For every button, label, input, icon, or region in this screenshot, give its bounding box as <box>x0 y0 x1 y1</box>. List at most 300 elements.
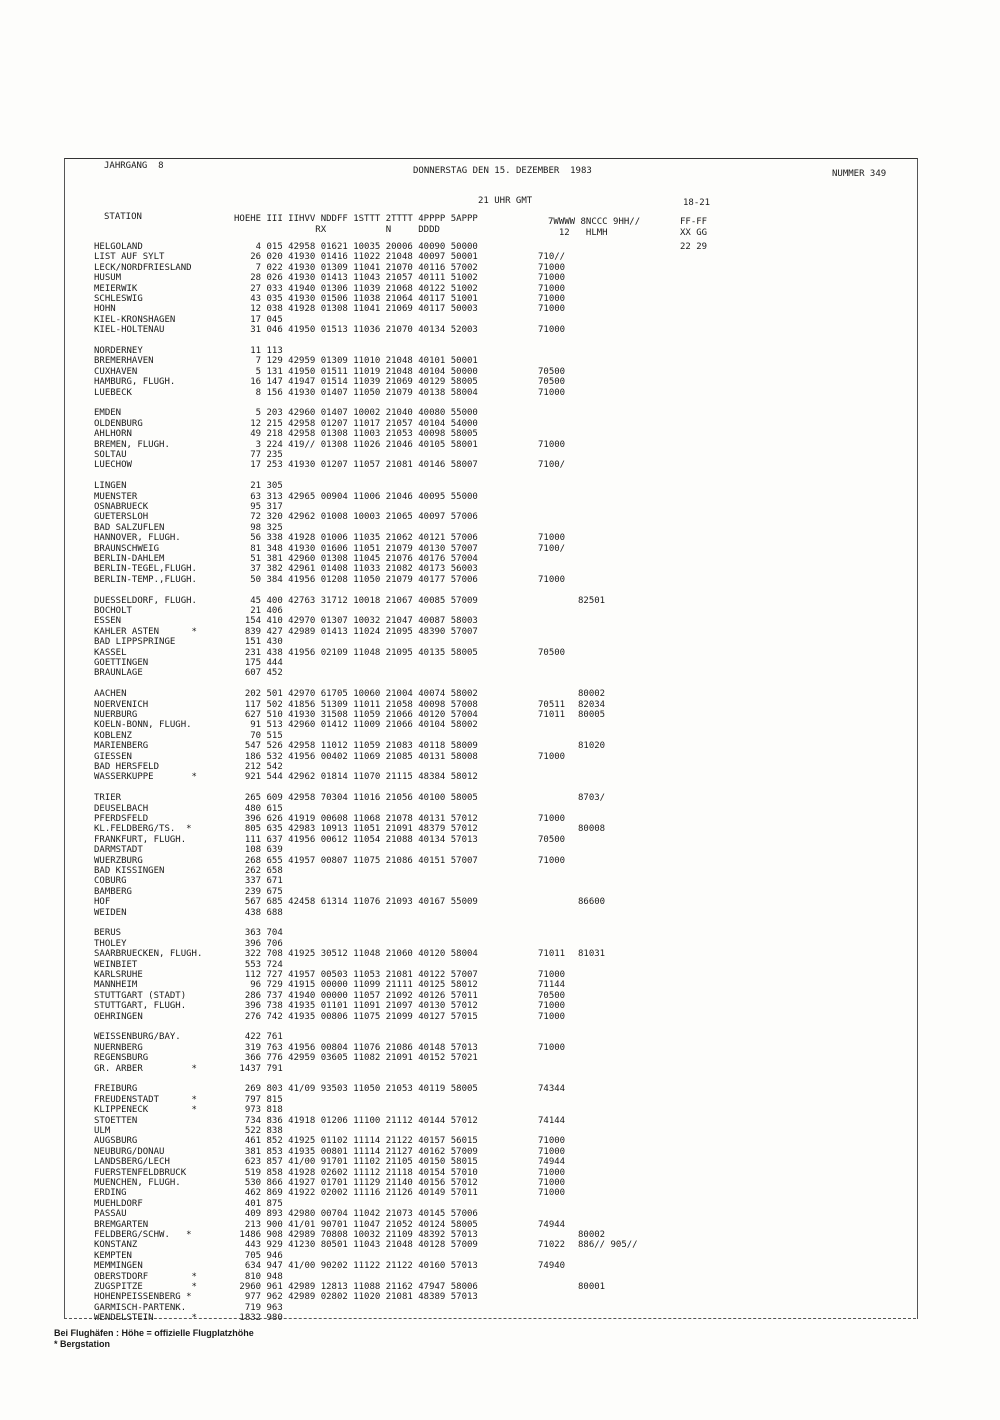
weather-group: 71000 <box>538 1167 566 1178</box>
synop-code: 95 317 <box>234 502 283 512</box>
station-name: MUEHLDORF <box>94 1198 143 1209</box>
table-row <box>0 1292 1000 1302</box>
station-name: PASSAU <box>94 1209 127 1220</box>
table-row <box>0 377 1000 387</box>
table-row <box>0 544 1000 554</box>
jahrgang-label: JAHRGANG 8 <box>104 161 164 171</box>
table-row <box>0 398 1000 408</box>
table-row <box>0 294 1000 304</box>
station-name: LIST AUF SYLT <box>94 252 165 263</box>
synop-code: 186 532 41956 00402 11069 21085 40131 58008 <box>234 751 478 762</box>
weather-group: 71000 <box>538 1146 566 1157</box>
synop-code: 50 384 41956 01208 11050 21079 40177 57006 <box>234 574 478 585</box>
station-name: DARMSTADT <box>94 845 143 856</box>
synop-code: 43 035 41930 01506 11038 21064 40117 51001 <box>234 294 478 304</box>
station-name: OSNABRUECK <box>94 502 149 512</box>
station-name: ESSEN <box>94 616 122 627</box>
synop-code: 719 963 <box>234 1302 283 1313</box>
synop-code: 522 838 <box>234 1126 283 1136</box>
weather-group: 71000 <box>538 325 566 336</box>
table-row <box>0 1313 1000 1323</box>
synop-code: 366 776 42959 03605 11082 21091 40152 57021 <box>234 1053 478 1064</box>
synop-code: 480 615 <box>234 803 283 814</box>
table-row <box>0 824 1000 834</box>
table-row <box>0 1199 1000 1209</box>
synop-code: 77 235 <box>234 450 283 460</box>
extra-group: 81031 <box>578 949 606 960</box>
station-name: NEUBURG/DONAU <box>94 1146 165 1157</box>
synop-code: 286 737 41940 00000 11057 21092 40126 57011 <box>234 990 478 1001</box>
station-name: KAHLER ASTEN * <box>94 626 197 637</box>
station-name: EMDEN <box>94 408 122 419</box>
table-row <box>0 367 1000 377</box>
weather-group: 70500 <box>538 366 566 377</box>
synop-code: 70 515 <box>234 730 283 741</box>
weather-group: 70500 <box>538 377 566 388</box>
weather-group: 71011 <box>538 949 566 960</box>
synop-code: 72 320 42962 01008 10003 21065 40097 57006 <box>234 512 478 523</box>
table-row <box>0 658 1000 668</box>
weather-header-1: 7WWWW 8NCCC 9HH// <box>548 217 641 227</box>
extra-group: 886// 905// <box>578 1240 638 1251</box>
synop-code: 396 626 41919 00608 11068 21078 40131 57012 <box>234 814 478 824</box>
table-row <box>0 700 1000 710</box>
weather-group: 71000 <box>538 533 566 544</box>
station-name: KIEL-HOLTENAU <box>94 325 165 336</box>
table-row <box>0 242 1000 252</box>
synop-code: 27 033 41940 01306 11039 21068 40122 51002 <box>234 283 478 294</box>
table-row <box>0 492 1000 502</box>
station-name: HELGOLAND <box>94 242 143 252</box>
synop-code: 810 948 <box>234 1271 283 1282</box>
extra-group: 82501 <box>578 595 606 606</box>
table-row <box>0 668 1000 678</box>
synop-code: 734 836 41918 01206 11100 21112 40144 57012 <box>234 1115 478 1126</box>
synop-code: 269 803 41/09 93503 11050 21053 40119 58005 <box>234 1084 478 1095</box>
station-name: NOERVENICH <box>94 699 149 710</box>
weather-group: 71011 <box>538 710 566 720</box>
station-name: BERLIN-DAHLEM <box>94 554 165 564</box>
table-row <box>0 1074 1000 1084</box>
weather-group: 71000 <box>538 574 566 585</box>
weather-group: 71000 <box>538 1178 566 1188</box>
extra-group: 81020 <box>578 741 606 752</box>
synop-code: 607 452 <box>234 668 283 679</box>
synop-code: 239 675 <box>234 886 283 897</box>
synop-code: 2960 961 42989 12813 11088 21162 47947 58006 <box>234 1282 478 1292</box>
table-row <box>0 388 1000 398</box>
weather-group: 74144 <box>538 1115 566 1126</box>
station-name: KL.FELDBERG/TS. * <box>94 824 192 835</box>
synop-code: 16 147 41947 01514 11039 21069 40129 58005 <box>234 377 478 388</box>
table-row <box>0 263 1000 273</box>
table-row <box>0 336 1000 346</box>
synop-code: 322 708 41925 30512 11048 21060 40120 58004 <box>234 949 478 960</box>
weather-group: 71000 <box>538 1011 566 1022</box>
station-name: LINGEN <box>94 481 127 492</box>
table-row <box>0 1168 1000 1178</box>
station-name: PFERDSFELD <box>94 814 149 824</box>
table-row <box>0 1012 1000 1022</box>
station-name: KLIPPENECK * <box>94 1105 197 1116</box>
station-name: TRIER <box>94 793 122 804</box>
station-name: KASSEL <box>94 647 127 658</box>
synop-code: 443 929 41230 80501 11043 21048 40128 57009 <box>234 1240 478 1251</box>
synop-code: 96 729 41915 00000 11099 21111 40125 58012 <box>234 980 478 991</box>
synop-code: 265 609 42958 70304 11016 21056 40100 58005 <box>234 793 478 804</box>
code-header-1: HOEHE III IIHVV NDDFF 1STTT 2TTTT 4PPPP 5APPP <box>234 214 478 224</box>
table-row <box>0 949 1000 959</box>
station-name: KOBLENZ <box>94 730 132 741</box>
synop-code: 921 544 42962 01814 11070 21115 48384 58012 <box>234 772 478 783</box>
table-row <box>0 1126 1000 1136</box>
station-name: MARIENBERG <box>94 741 149 752</box>
wind-header-1: FF-FF <box>680 217 708 227</box>
table-row <box>0 1084 1000 1094</box>
table-row <box>0 731 1000 741</box>
synop-code: 462 869 41922 02002 11116 21126 40149 57011 <box>234 1188 478 1199</box>
synop-code: 28 026 41930 01413 11043 21057 40111 51002 <box>234 273 478 284</box>
synop-code: 112 727 41957 00503 11053 21081 40122 57007 <box>234 970 478 980</box>
station-name: COBURG <box>94 876 127 887</box>
station-name: BERLIN-TEMP.,FLUGH. <box>94 574 197 585</box>
synop-code: 56 338 41928 01006 11035 21062 40121 57006 <box>234 533 478 544</box>
synop-code: 363 704 <box>234 928 283 939</box>
station-name: WASSERKUPPE * <box>94 772 197 783</box>
weather-group: 74944 <box>538 1219 566 1230</box>
synop-code: 530 866 41927 01701 11129 21140 40156 57012 <box>234 1178 478 1188</box>
table-row <box>0 1303 1000 1313</box>
station-name: GR. ARBER * <box>94 1063 197 1074</box>
synop-code: 623 857 41/00 91701 11102 21105 40150 58015 <box>234 1157 478 1168</box>
station-name: GARMISCH-PARTENK. <box>94 1302 187 1313</box>
weather-group: 71000 <box>538 283 566 294</box>
table-row <box>0 814 1000 824</box>
wind-header-2: XX GG <box>680 228 708 238</box>
extra-group: 82034 <box>578 699 606 710</box>
table-row <box>0 1053 1000 1063</box>
synop-code: 3 224 419// 01308 11026 21046 40105 58001 <box>234 439 478 450</box>
synop-code: 151 430 <box>234 637 283 648</box>
station-name: FELDBERG/SCHW. * <box>94 1230 192 1240</box>
synop-code: 5 203 42960 01407 10002 21040 40080 55000 <box>234 408 478 419</box>
weather-group: 70511 <box>538 699 566 710</box>
weather-group: 70500 <box>538 834 566 845</box>
synop-code: 401 875 <box>234 1198 283 1209</box>
synop-code: 973 818 <box>234 1105 283 1116</box>
weather-group: 71000 <box>538 387 566 398</box>
station-name: NORDERNEY <box>94 346 143 356</box>
weather-group: 71000 <box>538 262 566 273</box>
table-row <box>0 866 1000 876</box>
table-row <box>0 1001 1000 1011</box>
weather-group: 74344 <box>538 1084 566 1095</box>
station-name: BREMGARTEN <box>94 1219 149 1230</box>
synop-code: 634 947 41/00 90202 11122 21122 40160 57013 <box>234 1261 478 1272</box>
synop-code: 337 671 <box>234 876 283 887</box>
station-name: MANNHEIM <box>94 980 138 991</box>
station-name: LANDSBERG/LECH <box>94 1157 170 1168</box>
weather-group: 71000 <box>538 855 566 866</box>
station-name: AUGSBURG <box>94 1136 138 1147</box>
synop-code: 26 020 41930 01416 11022 21048 40097 50001 <box>234 252 478 263</box>
table-row <box>0 575 1000 585</box>
table-row <box>0 710 1000 720</box>
synop-code: 98 325 <box>234 522 283 533</box>
station-name: GUETERSLOH <box>94 512 149 523</box>
weather-group: 71000 <box>538 304 566 315</box>
synop-code: 117 502 41856 51309 11011 21058 40098 57008 <box>234 699 478 710</box>
station-name: OEHRINGEN <box>94 1011 143 1022</box>
station-name: DEUSELBACH <box>94 803 149 814</box>
table-row <box>0 616 1000 626</box>
table-row <box>0 1251 1000 1261</box>
station-name: WEIDEN <box>94 907 127 918</box>
synop-code: 1486 908 42989 70808 10032 21109 48392 57013 <box>234 1230 478 1240</box>
weather-group: 71000 <box>538 814 566 824</box>
table-row <box>0 1043 1000 1053</box>
weather-group: 70500 <box>538 990 566 1001</box>
code-header-2: RX N DDDD <box>234 225 440 235</box>
table-row <box>0 346 1000 356</box>
table-row <box>0 741 1000 751</box>
synop-code: 422 761 <box>234 1032 283 1043</box>
table-row <box>0 1022 1000 1032</box>
table-row <box>0 1157 1000 1167</box>
station-name: BRAUNSCHWEIG <box>94 543 160 554</box>
table-row <box>0 419 1000 429</box>
station-name: OBERSTDORF * <box>94 1271 197 1282</box>
extra-group: 80002 <box>578 689 606 700</box>
table-row <box>0 939 1000 949</box>
table-row <box>0 512 1000 522</box>
table-row <box>0 1032 1000 1042</box>
synop-code: 438 688 <box>234 907 283 918</box>
synop-code: 4 015 42958 01621 10035 20006 40090 50000 <box>234 242 478 252</box>
table-row <box>0 637 1000 647</box>
synop-code: 977 962 42989 02802 11020 21081 48389 57013 <box>234 1292 478 1303</box>
table-row <box>0 980 1000 990</box>
table-row <box>0 876 1000 886</box>
nummer-label: NUMMER 349 <box>832 169 887 179</box>
synop-code: 262 658 <box>234 866 283 876</box>
synop-code: 37 382 42961 01408 11033 21082 40173 56003 <box>234 564 478 575</box>
table-row <box>0 408 1000 418</box>
table-row <box>0 627 1000 637</box>
table-row <box>0 960 1000 970</box>
synop-code: 553 724 <box>234 959 283 970</box>
extra-group: 80005 <box>578 710 606 720</box>
station-name: KARLSRUHE <box>94 970 143 980</box>
weather-group: 74940 <box>538 1261 566 1272</box>
synop-code: 839 427 42989 01413 11024 21095 48390 57007 <box>234 626 478 637</box>
extra-group: 80008 <box>578 824 606 835</box>
table-row <box>0 554 1000 564</box>
station-name: BRAUNLAGE <box>94 668 143 679</box>
table-row <box>0 523 1000 533</box>
station-name: SCHLESWIG <box>94 294 143 304</box>
synop-code: 108 639 <box>234 845 283 856</box>
table-row <box>0 1209 1000 1219</box>
station-name: FRANKFURT, FLUGH. <box>94 834 187 845</box>
synop-code: 319 763 41956 00804 11076 21086 40148 57013 <box>234 1042 478 1053</box>
synop-code: 276 742 41935 00806 11075 21099 40127 57015 <box>234 1011 478 1022</box>
station-name: STUTTGART, FLUGH. <box>94 1001 187 1012</box>
synop-code: 12 215 42958 01207 11017 21057 40104 54000 <box>234 418 478 429</box>
weather-group: 71000 <box>538 1042 566 1053</box>
station-name: ERDING <box>94 1188 127 1199</box>
synop-code: 1437 791 <box>234 1063 283 1074</box>
synop-code: 111 637 41956 00612 11054 21088 40134 57013 <box>234 834 478 845</box>
synop-code: 154 410 42970 01307 10032 21047 40087 58003 <box>234 616 478 627</box>
table-row <box>0 1261 1000 1271</box>
station-name: BAD SALZUFLEN <box>94 522 165 533</box>
station-name: DUESSELDORF, FLUGH. <box>94 595 197 606</box>
footnote-airport: Bei Flughäfen : Höhe = offizielle Flugplatzhöhe <box>54 1328 254 1338</box>
weather-group: 71022 <box>538 1240 566 1251</box>
table-row <box>0 304 1000 314</box>
weather-group: 71000 <box>538 1188 566 1199</box>
table-row <box>0 606 1000 616</box>
station-name: NUERNBERG <box>94 1042 143 1053</box>
weather-group: 74944 <box>538 1157 566 1168</box>
table-row <box>0 1095 1000 1105</box>
table-row <box>0 1147 1000 1157</box>
table-row <box>0 793 1000 803</box>
synop-code: 797 815 <box>234 1094 283 1105</box>
station-name: NUERBURG <box>94 710 138 720</box>
synop-code: 547 526 42958 11012 11059 21083 40118 58009 <box>234 741 478 752</box>
synop-code: 21 406 <box>234 606 283 616</box>
synop-code: 396 738 41935 01101 11091 21097 40130 57012 <box>234 1001 478 1012</box>
table-row <box>0 356 1000 366</box>
table-row <box>0 804 1000 814</box>
station-name: GIESSEN <box>94 751 132 762</box>
station-name: BERUS <box>94 928 122 939</box>
table-row <box>0 325 1000 335</box>
extra-group: 8703/ <box>578 793 606 804</box>
table-row <box>0 887 1000 897</box>
weather-group: 71144 <box>538 980 566 991</box>
table-row <box>0 720 1000 730</box>
synop-code: 409 893 42980 00704 11042 21073 40145 57006 <box>234 1209 478 1220</box>
station-name: GOETTINGEN <box>94 658 149 668</box>
station-name: KOELN-BONN, FLUGH. <box>94 720 192 731</box>
table-row <box>0 856 1000 866</box>
table-row <box>0 1136 1000 1146</box>
weather-group: 71000 <box>538 294 566 304</box>
synop-code: 31 046 41950 01513 11036 21070 40134 52003 <box>234 325 478 336</box>
table-row <box>0 845 1000 855</box>
station-name: CUXHAVEN <box>94 366 138 377</box>
station-name: HUSUM <box>94 273 122 284</box>
station-name: WUERZBURG <box>94 855 143 866</box>
table-row <box>0 1282 1000 1292</box>
synop-code: 213 900 41/01 90701 11047 21052 40124 58005 <box>234 1219 478 1230</box>
synop-code: 268 655 41957 00807 11075 21086 40151 57007 <box>234 855 478 866</box>
station-name: LUEBECK <box>94 387 132 398</box>
station-name: THOLEY <box>94 938 127 949</box>
table-row <box>0 783 1000 793</box>
table-row <box>0 252 1000 262</box>
table-row <box>0 991 1000 1001</box>
table-row <box>0 585 1000 595</box>
footnote-mountain: * Bergstation <box>54 1339 111 1349</box>
table-row <box>0 648 1000 658</box>
synop-code: 1832 980 <box>234 1313 283 1324</box>
station-name: MUENSTER <box>94 491 138 502</box>
station-name: BAD HERSFELD <box>94 762 160 772</box>
station-name: WEISSENBURG/BAY. <box>94 1032 181 1043</box>
table-row <box>0 1272 1000 1282</box>
station-name: BREMERHAVEN <box>94 356 154 367</box>
weather-group: 71000 <box>538 751 566 762</box>
extra-group: 80001 <box>578 1282 606 1292</box>
station-name: WEINBIET <box>94 959 138 970</box>
synop-code: 21 305 <box>234 481 283 492</box>
table-row <box>0 502 1000 512</box>
synop-code: 17 253 41930 01207 11057 21081 40146 58007 <box>234 460 478 471</box>
table-row <box>0 908 1000 918</box>
table-row <box>0 315 1000 325</box>
station-name: AHLHORN <box>94 429 132 440</box>
table-row <box>0 564 1000 574</box>
table-row <box>0 1220 1000 1230</box>
station-name: OLDENBURG <box>94 418 143 429</box>
station-name: BOCHOLT <box>94 606 132 616</box>
table-row <box>0 533 1000 543</box>
station-name: BREMEN, FLUGH. <box>94 439 170 450</box>
extra-group: 86600 <box>578 897 606 908</box>
station-name: STUTTGART (STADT) <box>94 990 187 1001</box>
station-name: SAARBRUECKEN, FLUGH. <box>94 949 203 960</box>
synop-code: 81 348 41930 01606 11051 21079 40130 57007 <box>234 543 478 554</box>
station-name: KEMPTEN <box>94 1250 132 1261</box>
weather-group: 710// <box>538 252 566 263</box>
station-name: BAD KISSINGEN <box>94 866 165 876</box>
synop-code: 51 381 42960 01308 11045 21076 40176 57004 <box>234 554 478 564</box>
synop-code: 12 038 41928 01308 11041 21069 40117 50003 <box>234 304 478 315</box>
synop-code: 175 444 <box>234 658 283 668</box>
table-row <box>0 835 1000 845</box>
synop-code: 11 113 <box>234 346 283 356</box>
station-name: ULM <box>94 1126 111 1136</box>
synop-code: 202 501 42970 61705 10060 21004 40074 58002 <box>234 689 478 700</box>
table-row <box>0 481 1000 491</box>
synop-code: 8 156 41930 01407 11050 21079 40138 58004 <box>234 387 478 398</box>
time-label: 21 UHR GMT <box>478 196 533 206</box>
synop-code: 396 706 <box>234 938 283 949</box>
table-row <box>0 679 1000 689</box>
table-row <box>0 762 1000 772</box>
station-name: WENDELSTEIN * <box>94 1313 197 1324</box>
synop-code: 17 045 <box>234 314 283 325</box>
weather-group: 7100/ <box>538 543 566 554</box>
table-row <box>0 1230 1000 1240</box>
station-name: KONSTANZ <box>94 1240 138 1251</box>
table-row <box>0 772 1000 782</box>
synop-code: 91 513 42960 01412 11009 21066 40104 58002 <box>234 720 478 731</box>
range-label: 18-21 <box>683 198 711 208</box>
station-name: STOETTEN <box>94 1115 138 1126</box>
station-name: BAMBERG <box>94 886 132 897</box>
synop-code: 805 635 42983 10913 11051 21091 48379 57012 <box>234 824 478 835</box>
synop-code: 49 218 42958 01308 11003 21053 40098 58005 <box>234 429 478 440</box>
station-name: FREIBURG <box>94 1084 138 1095</box>
weather-group: 71000 <box>538 273 566 284</box>
station-name: HAMBURG, FLUGH. <box>94 377 176 388</box>
weather-header-2: 12 HLMH <box>548 228 608 238</box>
